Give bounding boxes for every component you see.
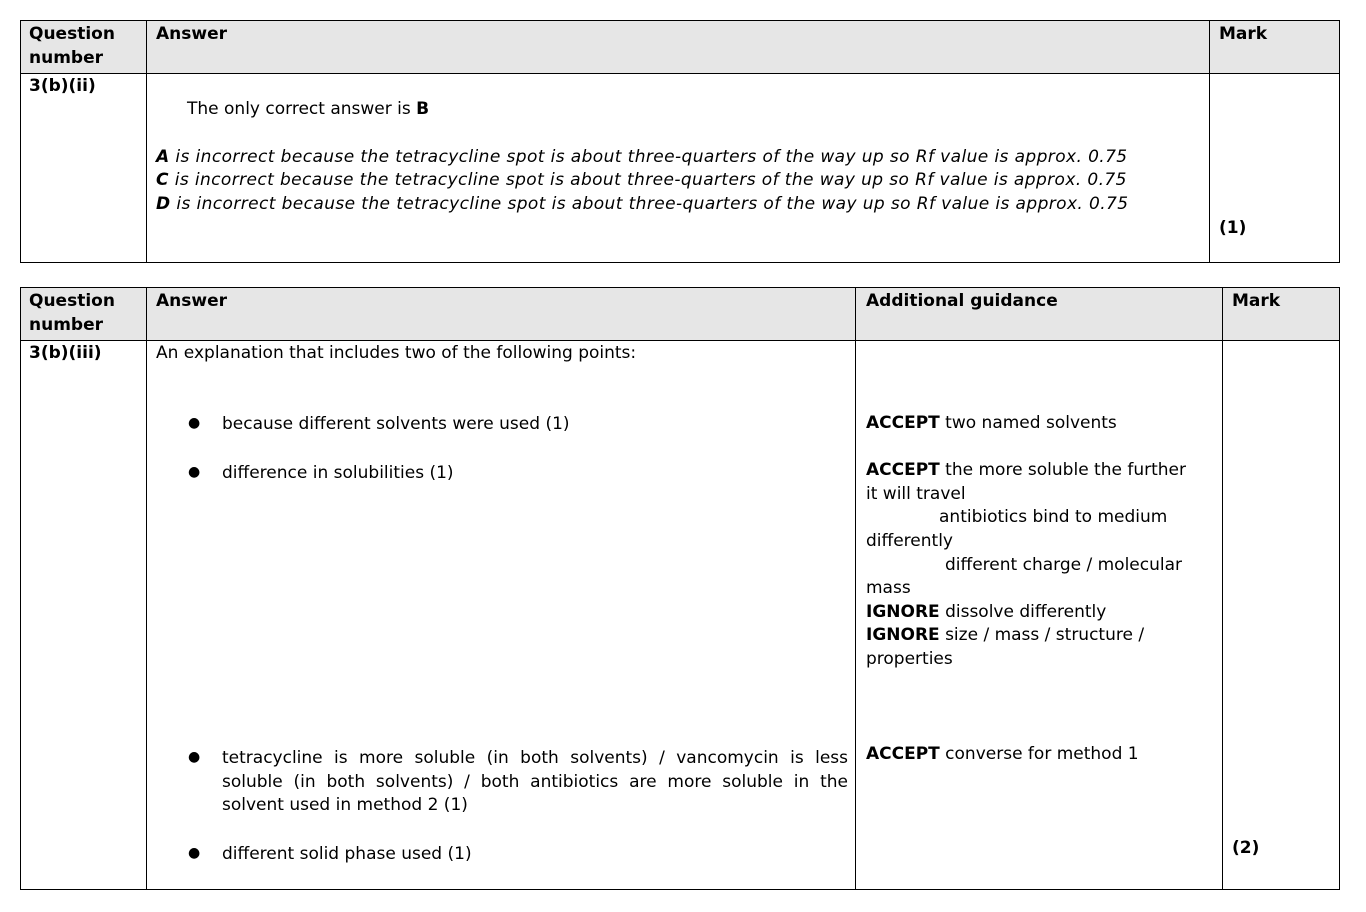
guidance-text: size / mass / structure / (939, 625, 1145, 645)
reason-letter: C (156, 170, 169, 190)
reason-text: is incorrect because the tetracycline spot is about three-quarters of the way up so Rf value is approx. 0.75 (170, 194, 1129, 214)
guidance-text: converse for method 1 (939, 744, 1139, 764)
guidance-line: it will travel (866, 484, 966, 504)
reason-text: is incorrect because the tetracycline spot is about three-quarters of the way up so Rf value is approx. 0.75 (169, 147, 1128, 167)
reason-letter: D (156, 194, 171, 214)
guidance-line: antibiotics bind to medium (939, 507, 1168, 527)
answer-intro: An explanation that includes two of the following points: (156, 343, 637, 363)
guidance-keyword: IGNORE (866, 625, 940, 645)
guidance-line (866, 624, 1144, 648)
header-question-number: Question number (29, 291, 115, 335)
reason-line (156, 146, 1128, 170)
guidance-keyword: ACCEPT (866, 413, 940, 433)
header-question-number: Question number (29, 24, 115, 68)
guidance-keyword: ACCEPT (866, 460, 940, 480)
guidance-line: differently (866, 531, 953, 551)
question-number: 3(b)(ii) (29, 76, 96, 96)
guidance-text: dissolve differently (939, 602, 1107, 622)
column-divider (1209, 21, 1210, 262)
guidance-line: different charge / molecular (945, 555, 1183, 575)
header-divider (21, 340, 1339, 341)
bullet-icon: ● (188, 464, 201, 480)
guidance-line: mass (866, 578, 911, 598)
guidance-line (866, 601, 1106, 625)
guidance-line (866, 459, 1186, 483)
header-divider (21, 73, 1339, 74)
header-answer: Answer (156, 291, 227, 311)
guidance-keyword: ACCEPT (866, 744, 940, 764)
answer-point: different solid phase used (1) (222, 844, 472, 864)
guidance-keyword: IGNORE (866, 602, 940, 622)
guidance-line (866, 743, 1139, 767)
answer-point: tetracycline is more soluble (in both solvents) / vancomycin is less soluble (in both solvents) / both antibiotics are more soluble in the solvent used in method 2 (1) (222, 748, 848, 815)
guidance-text: the more soluble the further (939, 460, 1186, 480)
bullet-icon: ● (188, 845, 201, 861)
guidance-line (866, 412, 1117, 436)
answer-point: difference in solubilities (1) (222, 463, 454, 483)
guidance-line: properties (866, 649, 953, 669)
header-additional-guidance: Additional guidance (866, 291, 1058, 311)
question-number: 3(b)(iii) (29, 343, 102, 363)
column-divider (146, 288, 147, 889)
column-divider (1222, 288, 1223, 889)
bullet-icon: ● (188, 415, 201, 431)
marking-table-3biii (20, 287, 1340, 890)
header-mark: Mark (1219, 24, 1268, 44)
column-divider (855, 288, 856, 889)
answer-point: because different solvents were used (1) (222, 414, 570, 434)
mark-value: (1) (1219, 218, 1247, 238)
reason-line (156, 193, 1128, 217)
correct-answer-line (187, 98, 429, 122)
mark-value: (2) (1232, 838, 1260, 858)
header-mark: Mark (1232, 291, 1281, 311)
guidance-text: two named solvents (939, 413, 1117, 433)
reason-text: is incorrect because the tetracycline spot is about three-quarters of the way up so Rf value is approx. 0.75 (168, 170, 1127, 190)
correct-answer-prefix: The only correct answer is (187, 99, 417, 119)
reason-letter: A (156, 147, 170, 167)
bullet-icon: ● (188, 749, 201, 765)
header-answer: Answer (156, 24, 227, 44)
reason-line (156, 169, 1127, 193)
correct-answer-letter: B (416, 99, 430, 119)
marking-table-3bii (20, 20, 1340, 263)
column-divider (146, 21, 147, 262)
